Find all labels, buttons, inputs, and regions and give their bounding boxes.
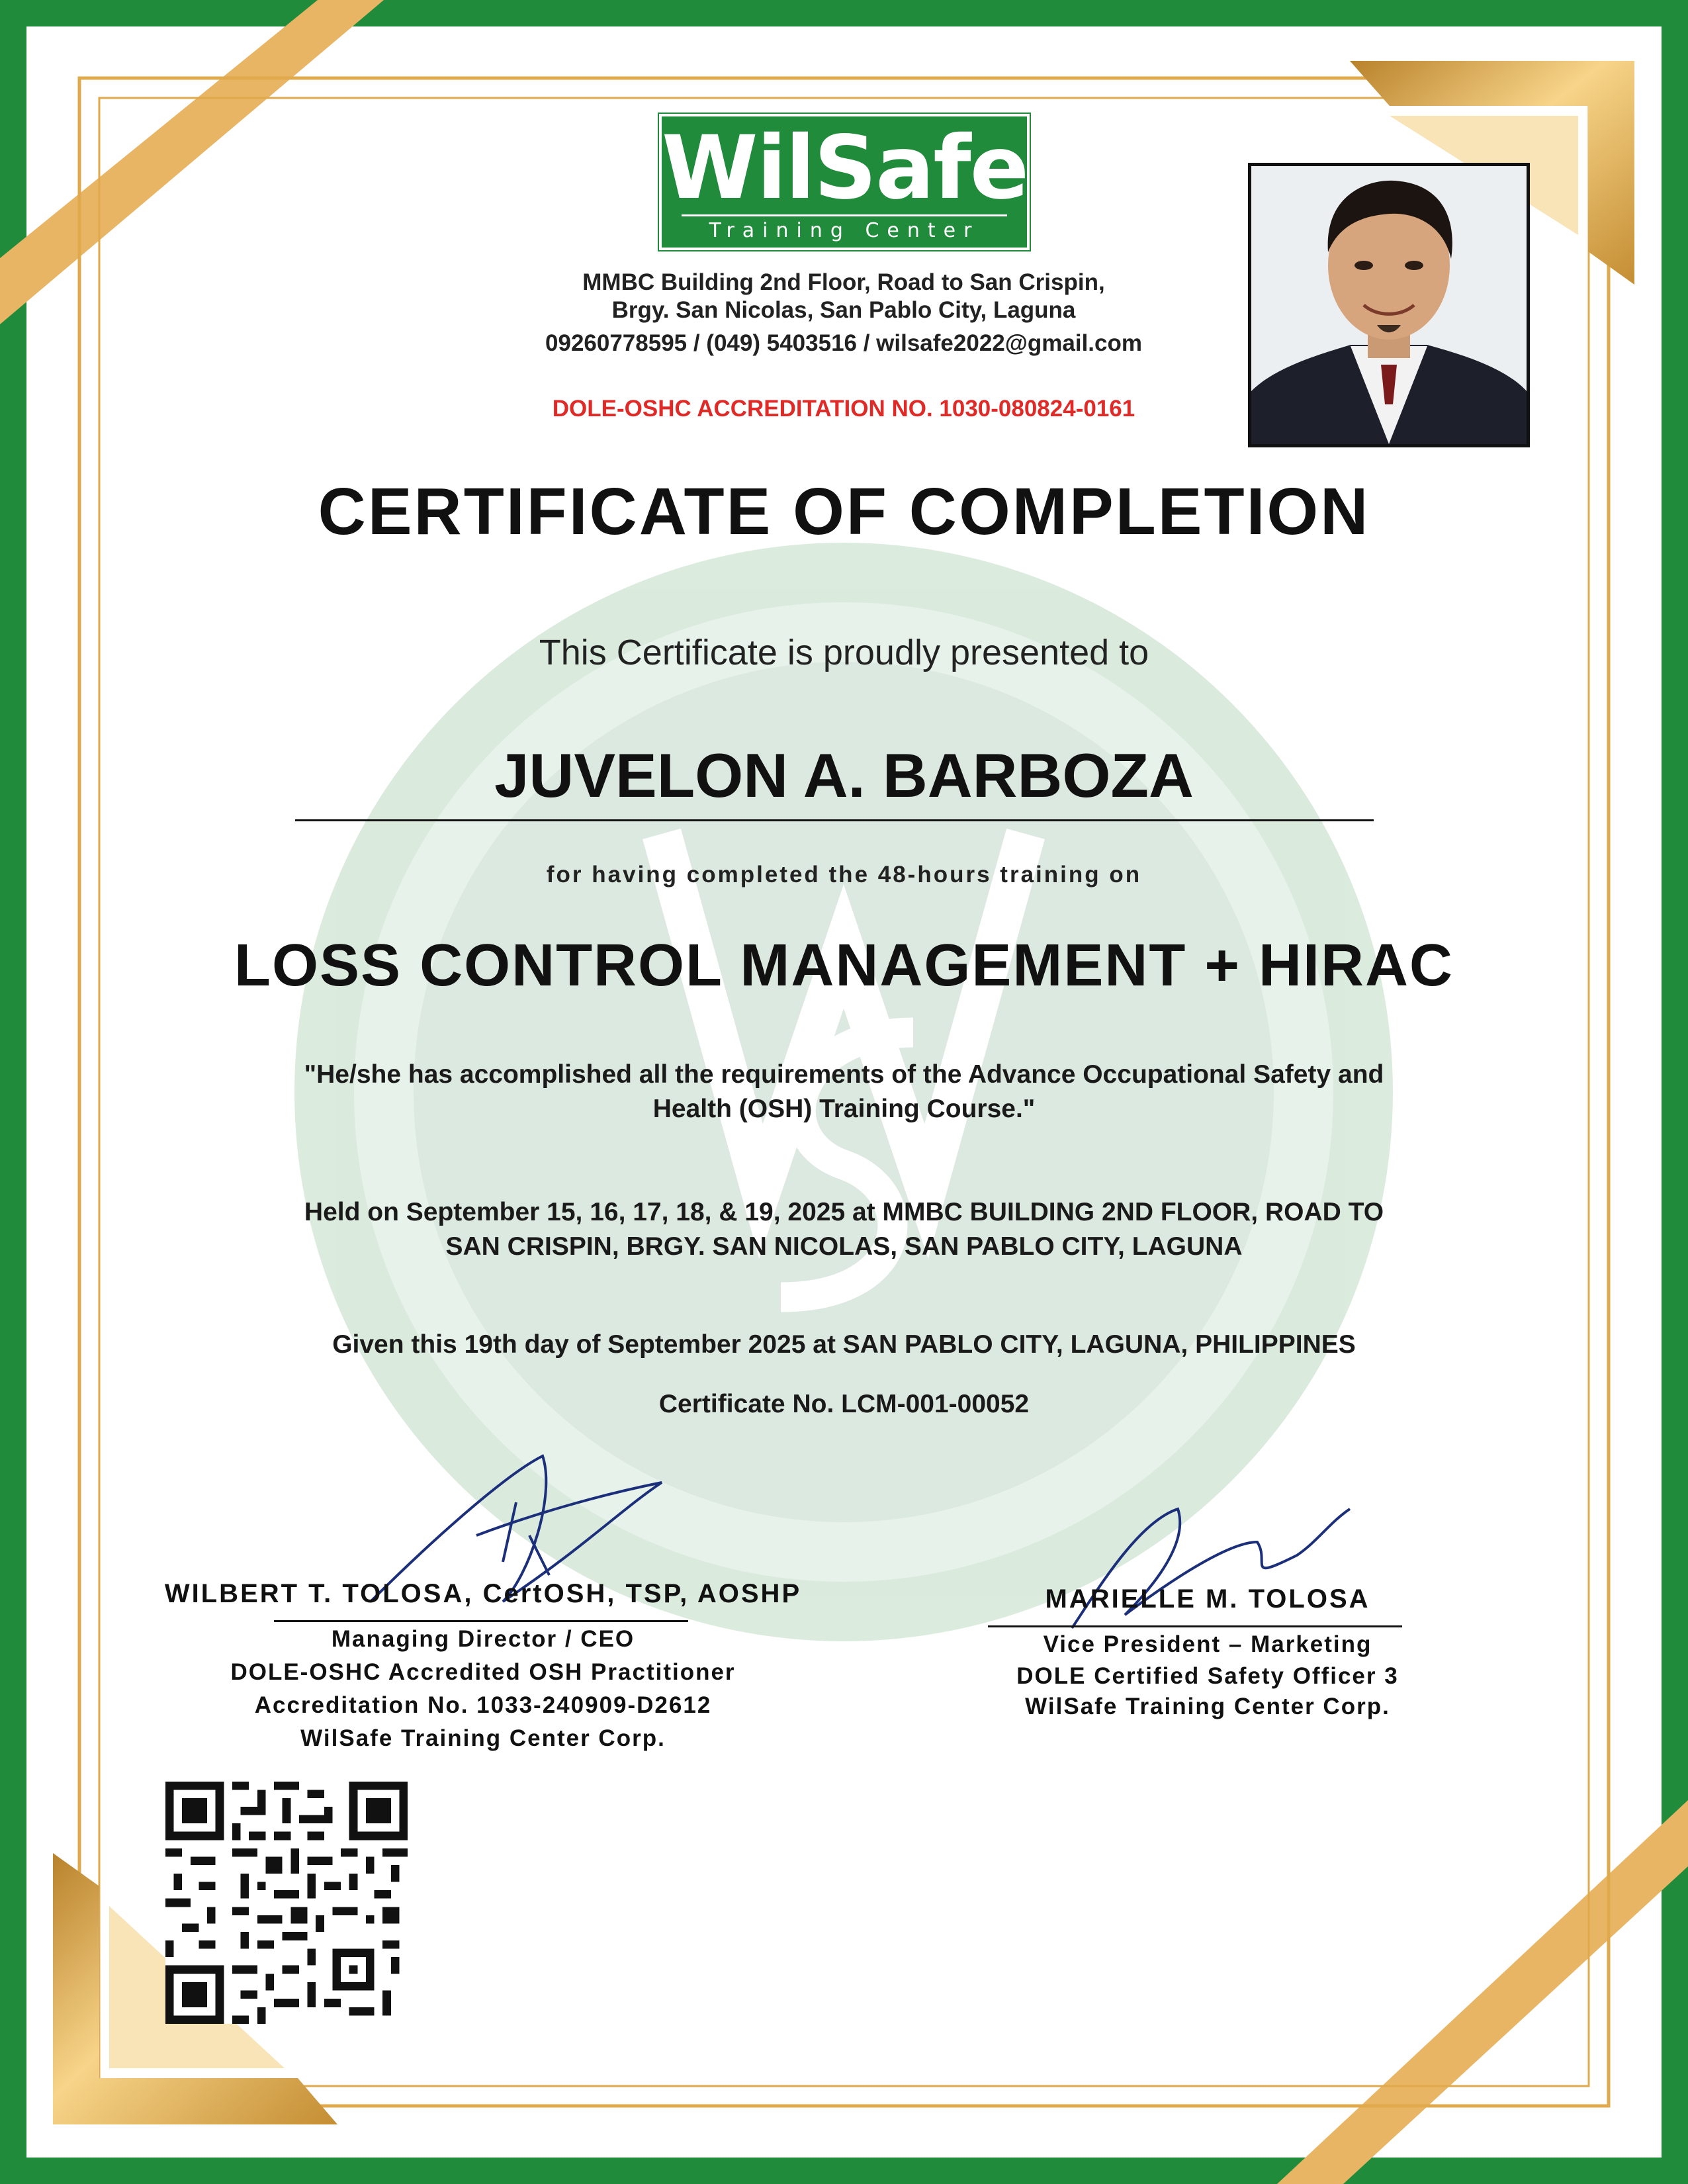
course-title: LOSS CONTROL MANAGEMENT + HIRAC <box>234 933 1454 999</box>
recipient-underline <box>295 819 1374 821</box>
signatory-1-line <box>274 1620 688 1622</box>
signatory-1-company: WilSafe Training Center Corp. <box>300 1725 666 1751</box>
signatory-2-line <box>988 1625 1402 1627</box>
signatory-1-name: WILBERT T. TOLOSA, CertOSH, TSP, AOSHP <box>164 1579 802 1608</box>
recipient-name: JUVELON A. BARBOZA <box>494 741 1194 810</box>
address-line-1: MMBC Building 2nd Floor, Road to San Crispin, <box>582 269 1105 295</box>
qr-code-icon <box>165 1782 408 2024</box>
signatory-2-credential: DOLE Certified Safety Officer 3 <box>1016 1663 1399 1689</box>
held-line-1: Held on September 15, 16, 17, 18, & 19, 2025 at MMBC BUILDING 2ND FLOOR, ROAD TO <box>304 1198 1384 1226</box>
certificate-title: CERTIFICATE OF COMPLETION <box>318 475 1370 549</box>
logo-subtitle: Training Center <box>682 214 1007 243</box>
signatory-2-name: MARIELLE M. TOLOSA <box>1045 1584 1370 1614</box>
logo-wordmark: WilSafe <box>662 117 1028 219</box>
quote-line-2: Health (OSH) Training Course." <box>652 1095 1036 1123</box>
signatory-1-accreditation: Accreditation No. 1033-240909-D2612 <box>254 1692 712 1718</box>
signatory-2-title: Vice President – Marketing <box>1043 1631 1372 1657</box>
presented-to-text: This Certificate is proudly presented to <box>539 633 1149 672</box>
accreditation-number: DOLE-OSHC ACCREDITATION NO. 1030-080824-0161 <box>552 396 1135 422</box>
quote-line-1: "He/she has accomplished all the requirements of the Advance Occupational Safety and <box>304 1060 1384 1089</box>
contact-info: 09260778595 / (049) 5403516 / wilsafe2022@gmail.com <box>545 330 1142 356</box>
signatory-1-title: Managing Director / CEO <box>331 1626 635 1652</box>
certificate-number: Certificate No. LCM-001-00052 <box>658 1390 1030 1418</box>
completed-text: for having completed the 48-hours training on <box>546 862 1142 887</box>
given-date-text: Given this 19th day of September 2025 at SAN PABLO CITY, LAGUNA, PHILIPPINES <box>332 1330 1356 1359</box>
signatory-1-credential: DOLE-OSHC Accredited OSH Practitioner <box>230 1659 736 1685</box>
person-photo-icon <box>1248 163 1530 447</box>
wilsafe-logo <box>659 114 1030 250</box>
signatory-2-company: WilSafe Training Center Corp. <box>1025 1694 1390 1719</box>
address-line-2: Brgy. San Nicolas, San Pablo City, Laguna <box>611 297 1076 323</box>
held-line-2: SAN CRISPIN, BRGY. SAN NICOLAS, SAN PABLO CITY, LAGUNA <box>445 1232 1243 1261</box>
